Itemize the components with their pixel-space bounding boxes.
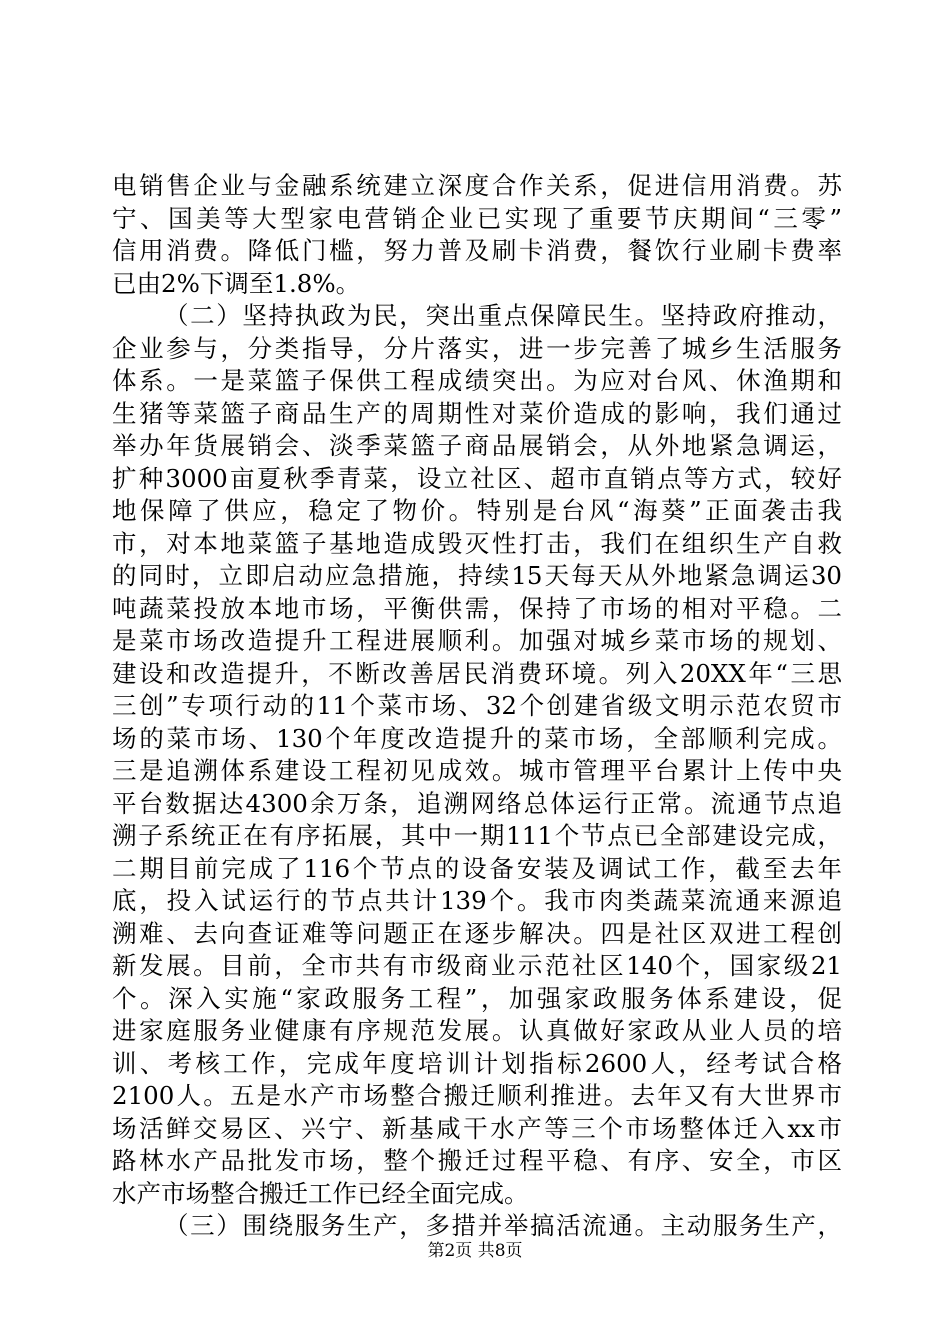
text-line: 水产市场整合搬迁工作已经全面完成。 <box>112 1178 529 1208</box>
paragraph-start-line: （三）围绕服务生产，多措并举搞活流通。主动服务生产， <box>164 1211 842 1240</box>
text-line: 地保障了供应，稳定了物价。特别是台风“海葵”正面袭击我 <box>112 496 842 525</box>
text-line: 底，投入试运行的节点共计139个。我市肉类蔬菜流通来源追 <box>112 886 842 915</box>
text-line: 溯子系统正在有序拓展，其中一期111个节点已全部建设完成， <box>112 821 842 850</box>
text-line: 训、考核工作，完成年度培训计划指标2600人，经考试合格 <box>112 1048 842 1078</box>
text-line: 体系。一是菜篮子保供工程成绩突出。为应对台风、休渔期和 <box>112 366 842 395</box>
text-line: 路林水产品批发市场，整个搬迁过程平稳、有序、安全，市区 <box>112 1146 842 1175</box>
text-line: 生猪等菜篮子商品生产的周期性对菜价造成的影响，我们通过 <box>112 398 842 428</box>
text-line: 三创”专项行动的11个菜市场、32个创建省级文明示范农贸市 <box>112 691 842 720</box>
text-line: 宁、国美等大型家电营销企业已实现了重要节庆期间“三零” <box>112 203 842 233</box>
text-line: 电销售企业与金融系统建立深度合作关系，促进信用消费。苏 <box>112 171 842 200</box>
text-line: 信用消费。降低门槛，努力普及刷卡消费，餐饮行业刷卡费率 <box>112 236 842 265</box>
text-line: 企业参与，分类指导，分片落实，进一步完善了城乡生活服务 <box>112 333 842 363</box>
text-line: 是菜市场改造提升工程进展顺利。加强对城乡菜市场的规划、 <box>112 626 842 655</box>
text-line: 个。深入实施“家政服务工程”，加强家政服务体系建设，促 <box>112 983 842 1013</box>
text-line: 进家庭服务业健康有序规范发展。认真做好家政从业人员的培 <box>112 1016 842 1045</box>
text-line: 新发展。目前，全市共有市级商业示范社区140个，国家级21 <box>112 951 842 980</box>
text-line: 平台数据达4300余万条，追溯网络总体运行正常。流通节点追 <box>112 788 842 818</box>
text-line: 三是追溯体系建设工程初见成效。城市管理平台累计上传中央 <box>112 756 842 785</box>
text-line: 场活鲜交易区、兴宁、新基咸干水产等三个市场整体迁入xx市 <box>112 1113 842 1143</box>
document-body <box>112 170 842 1243</box>
paragraph-start-line: （二）坚持执政为民，突出重点保障民生。坚持政府推动， <box>164 301 842 330</box>
text-line: 场的菜市场、130个年度改造提升的菜市场，全部顺利完成。 <box>112 723 842 753</box>
text-line: 的同时，立即启动应急措施，持续15天每天从外地紧急调运30 <box>112 561 842 590</box>
text-line: 市，对本地菜篮子基地造成毁灭性打击，我们在组织生产自救 <box>112 528 842 558</box>
text-line: 建设和改造提升，不断改善居民消费环境。列入20XX年“三思 <box>112 658 842 688</box>
text-line: 2100人。五是水产市场整合搬迁顺利推进。去年又有大世界市 <box>112 1081 842 1110</box>
text-line: 溯难、去向查证难等问题正在逐步解决。四是社区双进工程创 <box>112 918 842 948</box>
page-number-footer: 第2页 共8页 <box>427 1241 523 1261</box>
text-line: 已由2%下调至1.8%。 <box>112 268 361 298</box>
text-line: 二期目前完成了116个节点的设备安装及调试工作，截至去年 <box>112 853 842 883</box>
text-line: 扩种3000亩夏秋季青菜，设立社区、超市直销点等方式，较好 <box>112 463 842 493</box>
text-line: 举办年货展销会、淡季菜篮子商品展销会，从外地紧急调运， <box>112 431 842 460</box>
text-line: 吨蔬菜投放本地市场，平衡供需，保持了市场的相对平稳。二 <box>112 593 842 623</box>
